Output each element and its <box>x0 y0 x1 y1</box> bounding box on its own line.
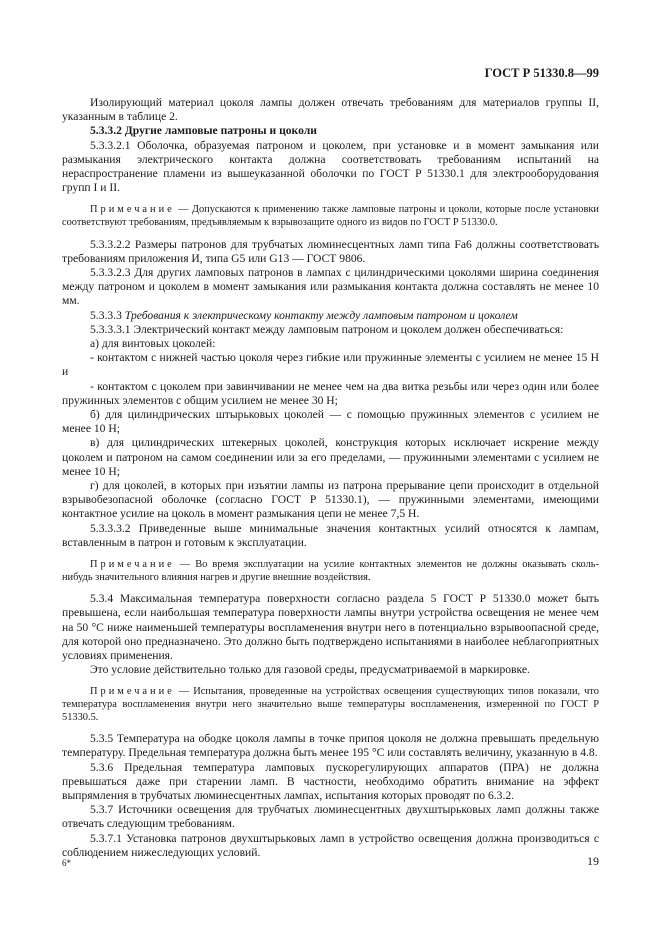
list-item: - контактом с нижней частью цоколя через гибкие или пружинные элементы с усилием не менее 15 Н и <box>62 351 599 379</box>
paragraph: 5.3.7 Источники освещения для трубчатых люминесцентных двухштырьковых ламп должны также отвечать следующим требованиям. <box>62 803 599 831</box>
page-number: 19 <box>587 854 599 868</box>
subsection-number: 5.3.3.3 <box>90 308 122 322</box>
paragraph: 5.3.3.2.1 Оболочка, образуемая патроном и цоколем, при установке и в момент замыкания или размыкания электрического контакта должна соответствовать требованиям испытаний на нераспространение пламени из вышеуказанной оболочки по ГОСТ Р 51330.1 для электрооборудования групп I и II. <box>62 138 599 195</box>
signature-mark: 6* <box>62 858 71 868</box>
subsection-heading <box>62 309 599 323</box>
list-item: - контактом с цоколем при завинчивании не менее чем на два витка резьбы или через один или более пружинных элементов с общим усилием не менее 30 Н; <box>62 379 599 407</box>
note-text: — Испытания, проведенные на устройствах освещения существующих типов показали, что температура воспламенения внутри него значительно выше температуры воспламенения, измеренной по ГОСТ Р 51330.5. <box>62 686 599 723</box>
paragraph: 5.3.3.2.3 Для других ламповых патронов в лампах с цилиндрическими цоколями ширина соединения между патроном и цоколем в момент замыкания или размыкания контакта должна составлять не менее 10 мм. <box>62 266 599 308</box>
section-heading <box>62 124 599 138</box>
list-item: в) для цилиндрических штекерных цоколей, конструкция которых исключает искрение между цоколем и патроном на самом соединении или за его пределами, — пружинными элементами с усилием не менее 10 Н; <box>62 436 599 478</box>
paragraph: 5.3.4 Максимальная температура поверхности согласно раздела 5 ГОСТ Р 51330.0 может быть превышена, если наибольшая температура поверхности лампы внутри устройства освещения не менее чем на 50 °С ниже наименьшей температуры воспламенения внутри него в потенциально взрывоопасной среде, для которой оно предназначено. Это должно быть подтверждено испытаниями в наиболее неблагоприятных условиях применения. <box>62 592 599 663</box>
paragraph: 5.3.7.1 Установка патронов двухштырьковых ламп в устройство освещения должна производиться с соблюдением нижеследующих условий. <box>62 831 599 859</box>
paragraph: 5.3.3.3.1 Электрический контакт между ламповым патроном и цоколем должен обеспечиваться: <box>90 322 564 336</box>
subsection-title: Требования к электрическому контакту между ламповым патроном и цоколем <box>124 308 518 322</box>
section-title: Другие ламповые патроны и цоколи <box>124 124 317 138</box>
paragraph: Это условие действительно только для газовой среды, предусматриваемой в маркировке. <box>90 663 530 677</box>
section-number: 5.3.3.2 <box>90 124 122 138</box>
note-label: Примечание <box>90 559 175 571</box>
paragraph: 5.3.3.2.2 Размеры патронов для трубчатых люминесцентных ламп типа Fa6 должны соответствовать требованиям приложения И, типа G5 или G13 — ГОСТ 9806. <box>62 237 599 265</box>
document-header: ГОСТ Р 51330.8—99 <box>484 66 599 80</box>
note-text: — Во время эксплуатации на усилие контактных элементов не должны оказывать сколь-нибудь значительного влияния нагрев и другие внешние воздействия. <box>62 559 599 583</box>
paragraph: Изолирующий материал цоколя лампы должен отвечать требованиям для материалов группы II, указанным в таблице 2. <box>62 96 599 124</box>
note <box>62 204 599 229</box>
paragraph: 5.3.6 Предельная температура ламповых пускорегулирующих аппаратов (ПРА) не должна превышаться даже при старении ламп. В частности, необходимо обратить внимание на эффект выпрямления в трубчатых люминесцентных лампах, испытания которых проводят по 6.3.2. <box>62 760 599 803</box>
note-text: — Допускаются к применению также ламповые патроны и цоколи, которые после установки соответствуют требованиям, предъявляемым к взрывозащите одного из видов по ГОСТ Р 51330.0. <box>62 204 599 229</box>
list-item: а) для винтовых цоколей: <box>90 337 216 351</box>
note-label: Примечание <box>90 686 175 698</box>
paragraph: 5.3.3.3.2 Приведенные выше минимальные значения контактных усилий относятся к лампам, вставленным в патрон и готовым к эксплуатации. <box>62 521 599 549</box>
list-item: б) для цилиндрических штырьковых цоколей — с помощью пружинных элементов с усилием не менее 10 Н; <box>62 408 599 436</box>
note <box>62 686 599 724</box>
note-label: Примечание <box>90 204 175 216</box>
note <box>62 559 599 584</box>
paragraph: 5.3.5 Температура на ободке цоколя лампы в точке припоя цоколя не должна превышать предельную температуру. Предельная температура должна быть менее 195 °С или составлять величину, указанную в 4.8. <box>62 732 599 760</box>
list-item: г) для цоколей, в которых при изъятии лампы из патрона прерывание цепи происходит в отдельной взрывобезопасной оболочке (согласно ГОСТ Р 51330.1), — пружинными элементами, имеющими контактное усилие на цоколь в момент размыкания цепи не менее 7,5 Н. <box>62 479 599 521</box>
document-body <box>62 96 599 860</box>
